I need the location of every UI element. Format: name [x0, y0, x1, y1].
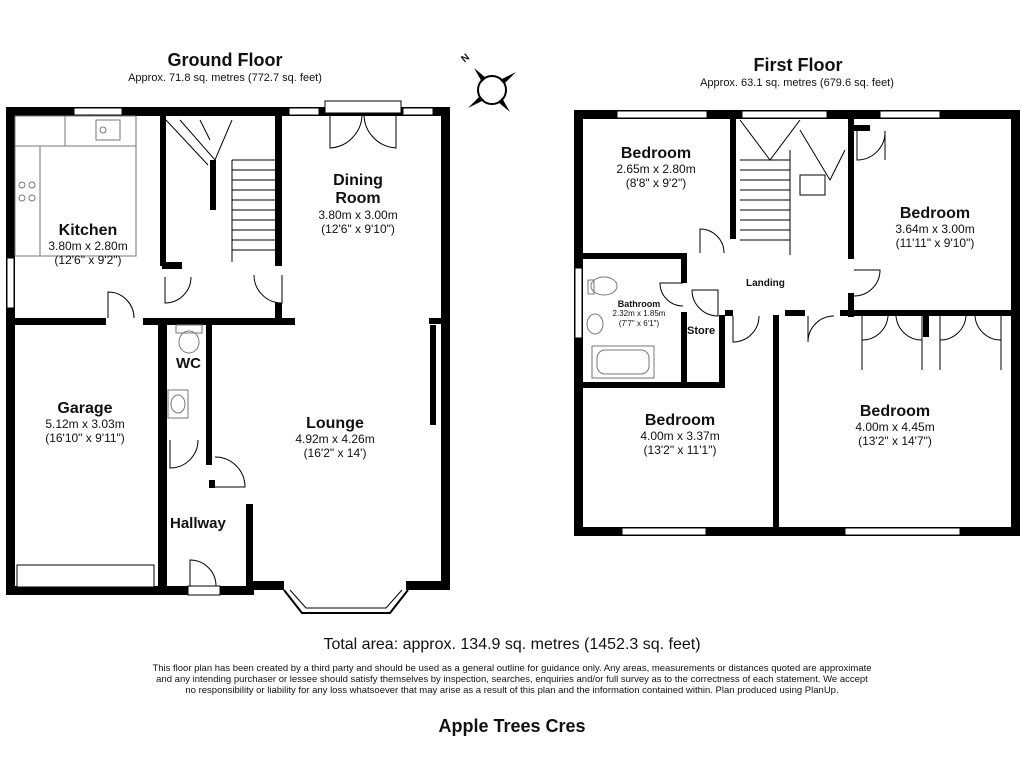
room-metric: 4.00m x 4.45m [855, 420, 935, 435]
room-metric: 3.80m x 3.00m [318, 207, 398, 222]
room-hallway: Hallway [170, 515, 226, 532]
room-store: Store [687, 325, 716, 337]
room-metric: 4.00m x 3.37m [640, 429, 720, 444]
room-kitchen [38, 222, 138, 268]
ground-floor-stairs [166, 120, 275, 262]
room-name: Bedroom [620, 145, 692, 162]
room-metric: 3.80m x 2.80m [48, 239, 128, 254]
compass-north-label: N [459, 51, 472, 66]
room-landing: Landing [746, 278, 785, 289]
room-imperial: (16'2" x 14') [303, 446, 367, 461]
room-imperial: (12'6" x 9'10") [321, 221, 395, 236]
first-floor-title: First Floor [753, 55, 843, 75]
room-name: Kitchen [58, 222, 118, 239]
room-metric: 2.65m x 2.80m [616, 162, 696, 177]
disclaimer-text: This floor plan has been created by a third party and should be used as a general outline for guidance only. Any areas, measurements or distances quoted are approximate and any intending purchaser or lessee should satisfy themselves by inspection, searches, enquiries and/or full survey as to the correctness of each statement. We accept no responsibility or liability for any loss whatsoever that may arise as a result of this plan and the information contained within. Plan produced using PlanUp. [152, 663, 872, 696]
room-name: Bathroom [617, 299, 661, 309]
property-address: Apple Trees Cres [438, 716, 586, 736]
room-bedroom-nw [606, 145, 706, 191]
dining-french-doors [325, 101, 401, 148]
room-name: Bedroom [644, 412, 716, 429]
room-wc: WC [176, 355, 201, 372]
room-name: Bedroom [859, 403, 931, 420]
room-imperial: (8'8" x 9'2") [625, 176, 687, 191]
room-name-line1: Dining [333, 172, 383, 189]
room-imperial: (13'2" x 14'7") [858, 434, 932, 449]
room-metric: 2.32m x 1.85m [612, 309, 666, 319]
room-imperial: (16'10" x 9'11") [45, 431, 125, 446]
room-imperial: (12'6" x 9'2") [54, 253, 122, 268]
room-dining [298, 172, 418, 236]
room-bedroom-se [840, 403, 950, 449]
room-bedroom-ne [875, 205, 995, 251]
room-metric: 3.64m x 3.00m [895, 222, 975, 237]
room-name: Garage [57, 400, 113, 417]
room-imperial: (7'7" x 6'1") [618, 318, 660, 328]
lounge-bay-window [284, 590, 408, 613]
room-name: Bedroom [899, 205, 971, 222]
room-imperial: (11'11" x 9'10") [895, 236, 975, 251]
room-bathroom [604, 299, 674, 328]
room-bedroom-sw [625, 412, 735, 458]
room-imperial: (13'2" x 11'1") [643, 443, 717, 458]
room-lounge [280, 415, 390, 461]
room-metric: 4.92m x 4.26m [295, 432, 375, 447]
room-name: Lounge [306, 415, 364, 432]
first-floor-area: Approx. 63.1 sq. metres (679.6 sq. feet) [700, 77, 894, 89]
ground-floor-area: Approx. 71.8 sq. metres (772.7 sq. feet) [128, 72, 322, 84]
first-floor-stairs [740, 120, 845, 255]
room-name-line2: Room [335, 190, 381, 208]
ground-floor-title: Ground Floor [167, 50, 283, 70]
compass-icon [468, 68, 516, 112]
room-metric: 5.12m x 3.03m [45, 417, 125, 432]
room-garage [30, 400, 140, 446]
total-area: Total area: approx. 134.9 sq. metres (1452.3 sq. feet) [323, 636, 701, 653]
